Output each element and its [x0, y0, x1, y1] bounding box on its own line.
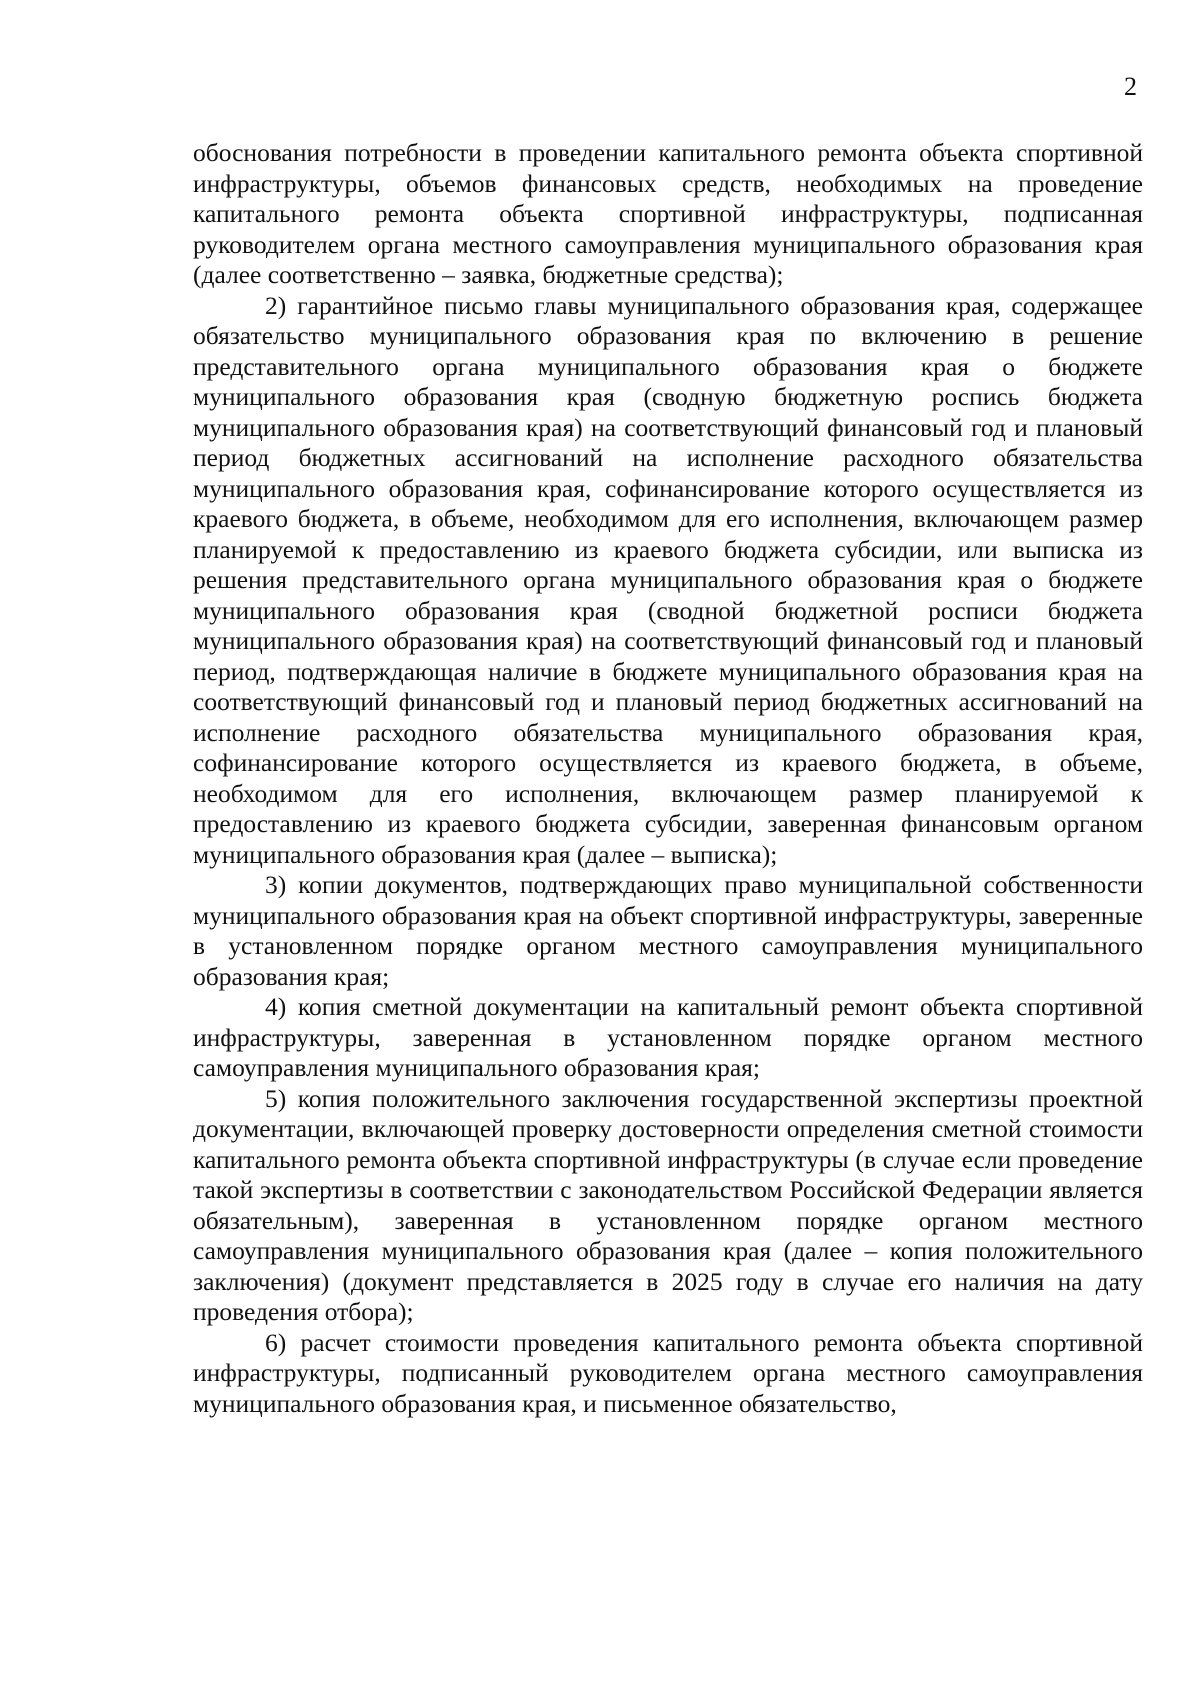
list-item-text: гарантийное письмо главы муниципального образования края, содержащее обязательство муниципального образования края по включению в решение представительного органа муниципального образования края о бюджете муниципального образования края (сводную бюджетную роспись бюджета муниципального образования края) на соответствующий финансовый год и плановый период бюджетных ассигнований на исполнение расходного обязательства муниципального образования края, софинансирование которого осуществляется из краевого бюджета, в объеме, необходимом для его исполнения, включающем размер планируемой к предоставлению из краевого бюджета субсидии, или выписка из решения представительного органа муниципального образования края о бюджете муниципального образования края (сводной бюджетной росписи бюджета муниципального образования края) на соответствующий финансовый год и плановый период, подтверждающая наличие в бюджете муниципального образования края на соответствующий финансовый год и плановый период бюджетных ассигнований на исполнение расходного обязательства муниципального образования края, софинансирование которого осуществляется из краевого бюджета, в объеме, необходимом для его исполнения, включающем размер планируемой к предоставлению из краевого бюджета субсидии, заверенная финансовым органом муниципального образования края (далее – выписка); [193, 290, 1143, 869]
list-item [193, 291, 1143, 871]
document-body [193, 138, 1143, 1419]
list-item [193, 870, 1143, 992]
list-item-text: копия положительного заключения государственной экспертизы проектной документации, включающей проверку достоверности определения сметной стоимости капитального ремонта объекта спортивной инфраструктуры (в случае если проведение такой экспертизы в соответствии с законодательством Российской Федерации является обязательным), заверенная в установленном порядке органом местного самоуправления муниципального образования края (далее – копия положительного заключения) (документ представляется в 2025 году в случае его наличия на дату проведения отбора); [193, 1083, 1144, 1326]
continuation-paragraph: обоснования потребности в проведении капитального ремонта объекта спортивной инфраструктуры, объемов финансовых средств, необходимых на проведение капитального ремонта объекта спортивной инфраструктуры, подписанная руководителем органа местного самоуправления муниципального образования края (далее соответственно – заявка, бюджетные средства); [193, 138, 1143, 289]
list-item-text: расчет стоимости проведения капитального ремонта объекта спортивной инфраструктуры, подписанный руководителем органа местного самоуправления муниципального образования края, и письменное обязательство, [193, 1327, 1144, 1418]
list-item-number: 5) [265, 1083, 287, 1113]
page-number: 2 [1124, 72, 1137, 101]
list-item [193, 1328, 1143, 1420]
list-item-text: копия сметной документации на капитальный ремонт объекта спортивной инфраструктуры, заверенная в установленном порядке органом местного самоуправления муниципального образования края; [193, 992, 1143, 1082]
list-item [193, 1084, 1143, 1328]
list-items [193, 291, 1143, 1420]
list-item [193, 992, 1143, 1084]
list-item-number: 2) [265, 290, 287, 320]
list-item-number: 3) [265, 870, 287, 899]
list-item-number: 6) [265, 1327, 287, 1357]
list-item-number: 4) [265, 992, 287, 1021]
list-item-text: копии документов, подтверждающих право муниципальной собственности муниципального образования края на объект спортивной инфраструктуры, заверенные в установленном порядке органом местного самоуправления муниципального образования края; [193, 870, 1143, 991]
